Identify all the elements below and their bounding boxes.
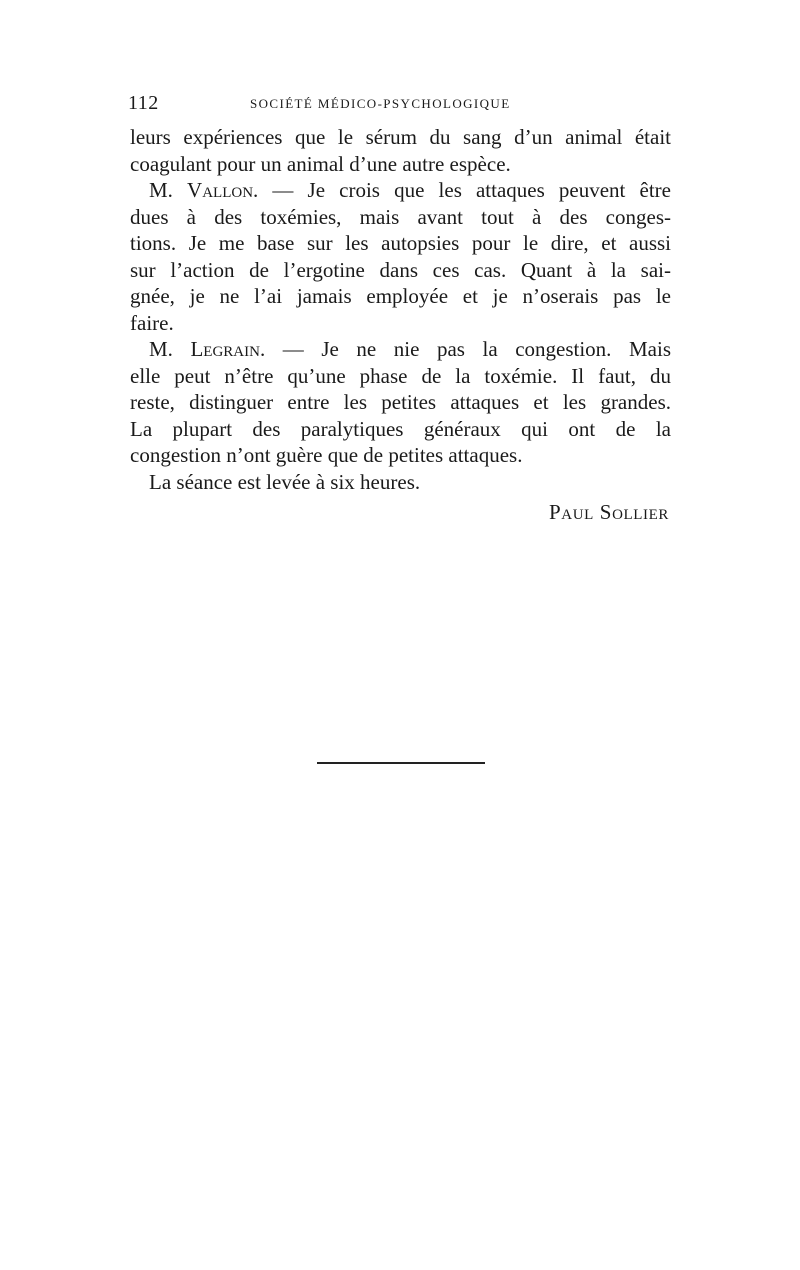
paragraph-vallon [130,177,671,336]
speaker-prefix: M. [149,178,188,202]
text-line: La séance est levée à six heures. [149,469,421,494]
speaker-line [130,336,671,363]
speaker-name: Vallon [187,178,254,202]
speaker-name: Legrain [190,337,260,361]
text-line: sur l’action de l’ergotine dans ces cas. Quant à la sai- [130,257,671,282]
page-header [128,92,673,116]
text-line: faire. [130,310,174,335]
speech-text: . — Je crois que les attaques peuvent être [253,178,671,202]
paragraph-continuation [130,124,671,177]
signature: Paul Sollier [549,500,669,524]
section-divider [317,762,485,764]
text-line: elle peut n’être qu’une phase de la toxémie. Il faut, du [130,363,671,388]
text-line: leurs expériences que le sérum du sang d’un animal était [130,125,671,149]
page-number: 112 [128,92,159,114]
speaker-line [130,177,671,204]
speaker-prefix: M. [149,337,191,361]
text-line: reste, distinguer entre les petites attaques et les grandes. [130,390,671,414]
speech-text: . — Je ne nie pas la congestion. Mais [259,337,671,361]
text-line: coagulant pour un animal d’une autre espèce. [130,151,511,176]
paragraph-legrain [130,336,671,469]
text-line: La plupart des paralytiques généraux qui ont de la [130,416,671,441]
text-line: congestion n’ont guère que de petites attaques. [130,443,523,467]
body-text [130,124,671,526]
paragraph-closing [130,469,671,496]
text-line: dues à des toxémies, mais avant tout à des conges- [130,204,671,229]
running-head: SOCIÉTÉ MÉDICO-PSYCHOLOGIQUE [250,96,511,111]
signature-line [130,499,671,526]
text-line: tions. Je me base sur les autopsies pour le dire, et aussi [130,231,671,255]
text-line: gnée, je ne l’ai jamais employée et je n’oserais pas le [130,284,671,308]
